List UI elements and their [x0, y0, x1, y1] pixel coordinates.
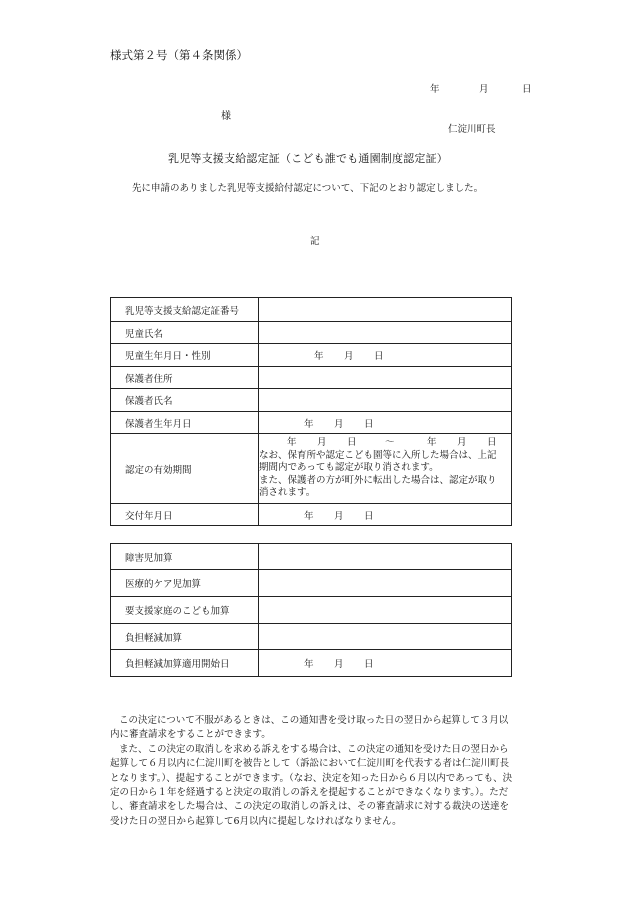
ymd-month: 月: [457, 437, 467, 449]
ymd-day: 日: [374, 351, 384, 362]
table-row: [111, 624, 512, 650]
table-row: [111, 389, 512, 412]
guardian-name-value: [259, 389, 512, 412]
ymd-day: 日: [487, 437, 497, 449]
additions-table: [110, 543, 512, 677]
child-name-label: 児童氏名: [111, 322, 259, 344]
intro-text: 先に申請のありました乳児等支援給付認定について、下記のとおり認定しました。: [132, 183, 484, 194]
ymd-day: 日: [347, 437, 357, 449]
validity-label: 認定の有効期間: [111, 434, 259, 504]
ki-heading: 記: [310, 236, 320, 247]
recipient-suffix: 様: [221, 111, 231, 122]
ymd-year: 年: [304, 659, 314, 670]
burden-start-value: [259, 650, 512, 677]
validity-note-1: なお、保育所や認定こども園等に入所した場合は、上記期間内であっても認定が取り消されます。: [259, 449, 497, 474]
ymd-month: 月: [344, 351, 354, 362]
issuer: 仁淀川町長: [448, 124, 496, 135]
table-row: [111, 412, 512, 434]
child-birth-label: 児童生年月日・性別: [111, 344, 259, 367]
table-row: [111, 298, 512, 322]
table-row: [111, 504, 512, 526]
table-row: [111, 597, 512, 624]
guardian-birth-value: [259, 412, 512, 434]
issue-date-value: [259, 504, 512, 526]
form-number: 様式第２号（第４条関係）: [110, 48, 248, 62]
date-month: 月: [479, 84, 489, 95]
ymd-year: 年: [287, 437, 297, 449]
ymd-month: 月: [334, 418, 344, 430]
appeal-notice: [110, 714, 516, 829]
notice-paragraph-2: また、この決定の取消しを求める訴えをする場合は、この決定の通知を受けた日の翌日から起算して６月以内に仁淀川町を被告として（訴訟において仁淀川町を代表する者は仁淀川町長となります。）、提起することができます。（なお、決定を知った日から６月以内であっても、決定の日から１年を経過すると決定の取消しの訴えを提起することができなくなります。）。ただし、審査請求をした場合は、この決定の取消しの訴えは、その審査請求に対する裁決の送達を受けた日の翌日から起算して6月以内に提起しなければなりません。: [110, 743, 513, 827]
certificate-table: [110, 297, 512, 526]
medical-care-label: 医療的ケア児加算: [111, 570, 259, 597]
support-family-label: 要支援家庭のこども加算: [111, 597, 259, 624]
disabled-child-label: 障害児加算: [111, 544, 259, 570]
ymd-day: 日: [364, 418, 374, 430]
guardian-address-label: 保護者住所: [111, 367, 259, 389]
burden-reduction-value: [259, 624, 512, 650]
validity-period: [259, 437, 505, 450]
table-row: [111, 322, 512, 344]
date-day: 日: [522, 84, 532, 95]
cert-number-label: 乳児等支援支給認定証番号: [111, 298, 259, 322]
date-year: 年: [430, 84, 440, 95]
ymd-year: 年: [427, 437, 437, 449]
ymd-year: 年: [304, 510, 314, 522]
child-birth-value: [259, 344, 512, 367]
guardian-name-label: 保護者氏名: [111, 389, 259, 412]
table-row: [111, 544, 512, 570]
ymd-year: 年: [314, 351, 324, 362]
ymd-month: 月: [317, 437, 327, 449]
issue-date-line: [430, 81, 532, 95]
child-name-value: [259, 322, 512, 344]
ymd-month: 月: [334, 510, 344, 522]
ymd-day: 日: [364, 659, 374, 670]
issue-date-label: 交付年月日: [111, 504, 259, 526]
medical-care-value: [259, 570, 512, 597]
period-tilde: ～: [385, 437, 395, 449]
document-title: 乳児等支援支給認定証（こども誰でも通園制度認定証）: [168, 152, 448, 165]
table-row: [111, 650, 512, 677]
ymd-year: 年: [304, 418, 314, 430]
validity-value: [259, 434, 512, 504]
validity-note-2: また、保護者の方が町外に転出した場合は、認定が取り消されます。: [259, 474, 497, 499]
table-row: [111, 344, 512, 367]
ymd-month: 月: [334, 659, 344, 670]
disabled-child-value: [259, 544, 512, 570]
table-row: [111, 367, 512, 389]
table-row: [111, 570, 512, 597]
cert-number-value: [259, 298, 512, 322]
burden-reduction-label: 負担軽減加算: [111, 624, 259, 650]
guardian-address-value: [259, 367, 512, 389]
burden-start-label: 負担軽減加算適用開始日: [111, 650, 259, 677]
support-family-value: [259, 597, 512, 624]
notice-paragraph-1: この決定について不服があるときは、この通知書を受け取った日の翌日から起算して３月以内に審査請求をすることができます。: [110, 715, 509, 741]
ymd-day: 日: [364, 510, 374, 522]
table-row: [111, 434, 512, 504]
guardian-birth-label: 保護者生年月日: [111, 412, 259, 434]
